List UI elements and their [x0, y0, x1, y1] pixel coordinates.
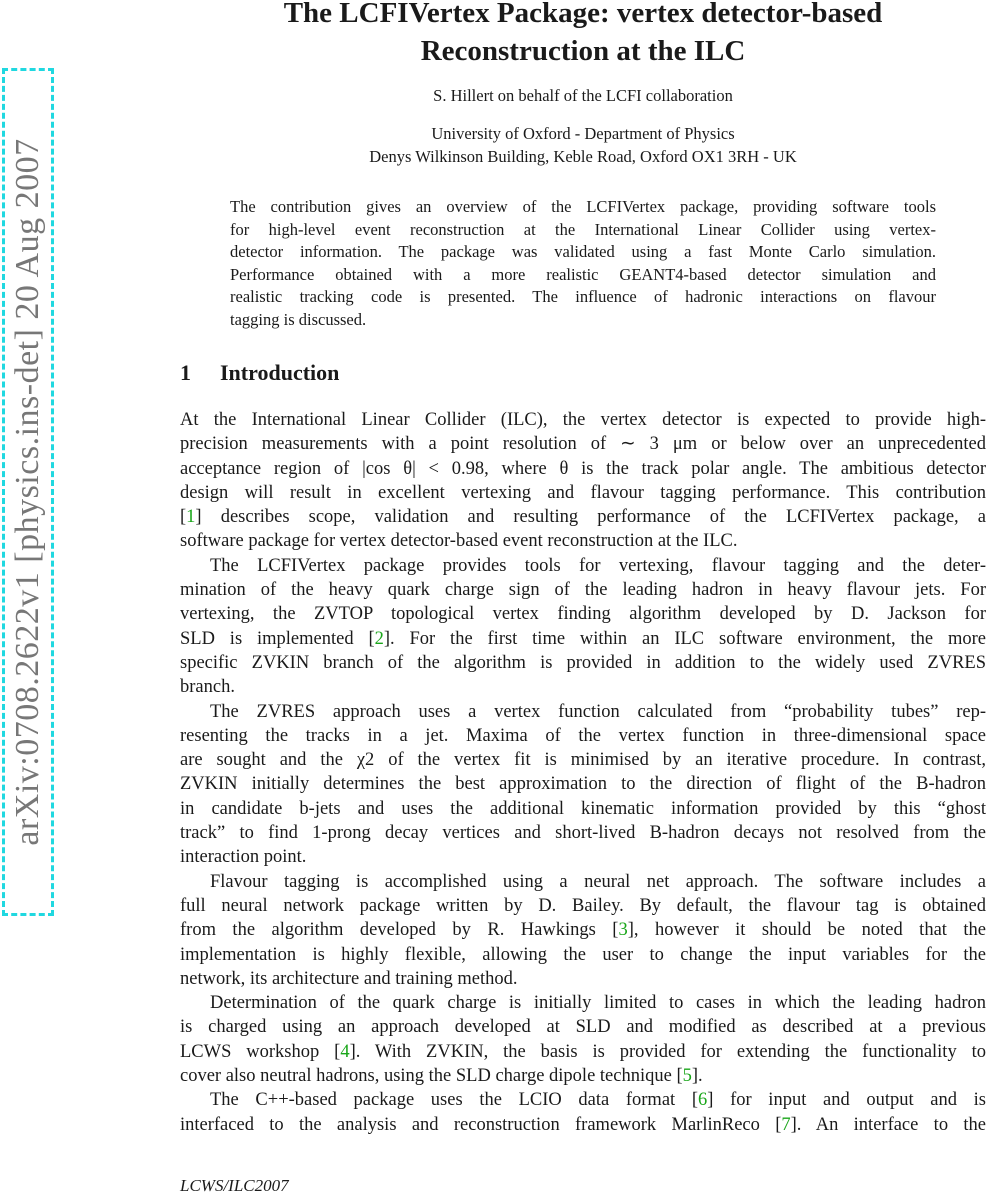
abstract-line: for high-level event reconstruction at the International Linear Collider using vertex- — [230, 219, 936, 239]
abstract-line: Performance obtained with a more realistic GEANT4-based detector simulation and — [230, 264, 936, 284]
section-title: Introduction — [220, 360, 340, 385]
citation-link[interactable]: 5 — [682, 1066, 692, 1087]
body-line: acceptance region of |cos θ| < 0.98, where θ is the track polar angle. The ambitious detector — [180, 458, 986, 479]
citation-link[interactable]: 1 — [186, 507, 196, 528]
body-line: resenting the tracks in a jet. Maxima of the vertex function in three-dimensional space — [180, 725, 986, 746]
body-line: At the International Linear Collider (ILC), the vertex detector is expected to provide high- — [180, 410, 986, 430]
affiliation-line: Denys Wilkinson Building, Keble Road, Oxford OX1 3RH - UK — [369, 147, 797, 166]
body-line: specific ZVKIN branch of the algorithm is provided in addition to the widely used ZVRES — [180, 652, 986, 673]
body-line: cover also neutral hadrons, using the SLD charge dipole technique [5]. — [180, 1066, 703, 1087]
body-line: design will result in excellent vertexing and flavour tagging performance. This contribution — [180, 482, 986, 503]
affiliation-line: University of Oxford - Department of Physics — [431, 124, 735, 143]
arxiv-id: arXiv:0708.2622v1 [physics.ins-det] 20 Aug 2007 — [9, 138, 46, 846]
body-line: branch. — [180, 677, 235, 698]
section-number: 1 — [180, 360, 191, 385]
body-line: Determination of the quark charge is initially limited to cases in which the leading hadron — [210, 993, 986, 1014]
body-line: SLD is implemented [2]. For the first time within an ILC software environment, the more — [180, 628, 986, 649]
body-line: The LCFIVertex package provides tools for vertexing, flavour tagging and the deter- — [210, 555, 986, 576]
body-line: from the algorithm developed by R. Hawkings [3], however it should be noted that the — [180, 920, 986, 941]
body-line: The C++-based package uses the LCIO data format [6] for input and output and is — [210, 1090, 986, 1111]
body-text — [180, 408, 986, 1137]
body-line: implementation is highly flexible, allowing the user to change the input variables for the — [180, 944, 986, 965]
body-line: full neural network package written by D. Bailey. By default, the flavour tag is obtained — [180, 895, 986, 916]
body-line: precision measurements with a point resolution of ∼ 3 μm or below over an unprecedented — [180, 434, 986, 455]
section-heading — [180, 360, 339, 386]
body-line: software package for vertex detector-based event reconstruction at the ILC. — [180, 531, 738, 552]
body-line: interfaced to the analysis and reconstruction framework MarlinReco [7]. An interface to the — [180, 1114, 986, 1135]
body-line: vertexing, the ZVTOP topological vertex finding algorithm developed by D. Jackson for — [180, 604, 986, 625]
abstract-line: The contribution gives an overview of the LCFIVertex package, providing software tools — [230, 197, 936, 216]
body-line: are sought and the χ2 of the vertex fit is minimised by an iterative procedure. In contrast, — [180, 750, 986, 771]
abstract-line: detector information. The package was validated using a fast Monte Carlo simulation. — [230, 242, 936, 261]
body-line: LCWS workshop [4]. With ZVKIN, the basis is provided for extending the functionality to — [180, 1041, 986, 1062]
paper-title — [180, 0, 986, 70]
abstract — [230, 196, 936, 331]
affiliation — [180, 122, 986, 168]
citation-link[interactable]: 7 — [781, 1114, 791, 1135]
body-line: ZVKIN initially determines the best approximation to the direction of flight of the B-hadron — [180, 774, 986, 795]
citation-link[interactable]: 3 — [618, 920, 628, 941]
abstract-line: tagging is discussed. — [230, 309, 367, 329]
footer-conference: LCWS/ILC2007 — [180, 1176, 289, 1195]
body-line: [1] describes scope, validation and resulting performance of the LCFIVertex package, a — [180, 507, 986, 528]
body-line: mination of the heavy quark charge sign of the leading hadron in heavy flavour jets. For — [180, 580, 986, 601]
author: S. Hillert on behalf of the LCFI collaboration — [433, 86, 733, 105]
body-line: is charged using an approach developed at SLD and modified as described at a previous — [180, 1017, 986, 1038]
title-line: Reconstruction at the ILC — [420, 35, 746, 67]
body-line: in candidate b-jets and uses the additional kinematic information provided by this “ghost — [180, 798, 986, 819]
body-line: interaction point. — [180, 847, 307, 868]
citation-link[interactable]: 6 — [698, 1090, 708, 1111]
abstract-line: realistic tracking code is presented. The influence of hadronic interactions on flavour — [230, 287, 936, 306]
title-line: The LCFIVertex Package: vertex detector-based — [283, 0, 883, 29]
body-line: Flavour tagging is accomplished using a neural net approach. The software includes a — [210, 871, 986, 892]
body-line: track” to find 1-prong decay vertices and short-lived B-hadron decays not resolved from the — [180, 823, 986, 844]
body-line: The ZVRES approach uses a vertex function calculated from “probability tubes” rep- — [210, 701, 986, 722]
body-line: network, its architecture and training method. — [180, 968, 518, 989]
citation-link[interactable]: 4 — [340, 1041, 350, 1062]
citation-link[interactable]: 2 — [374, 628, 384, 649]
arxiv-stamp — [2, 68, 54, 916]
